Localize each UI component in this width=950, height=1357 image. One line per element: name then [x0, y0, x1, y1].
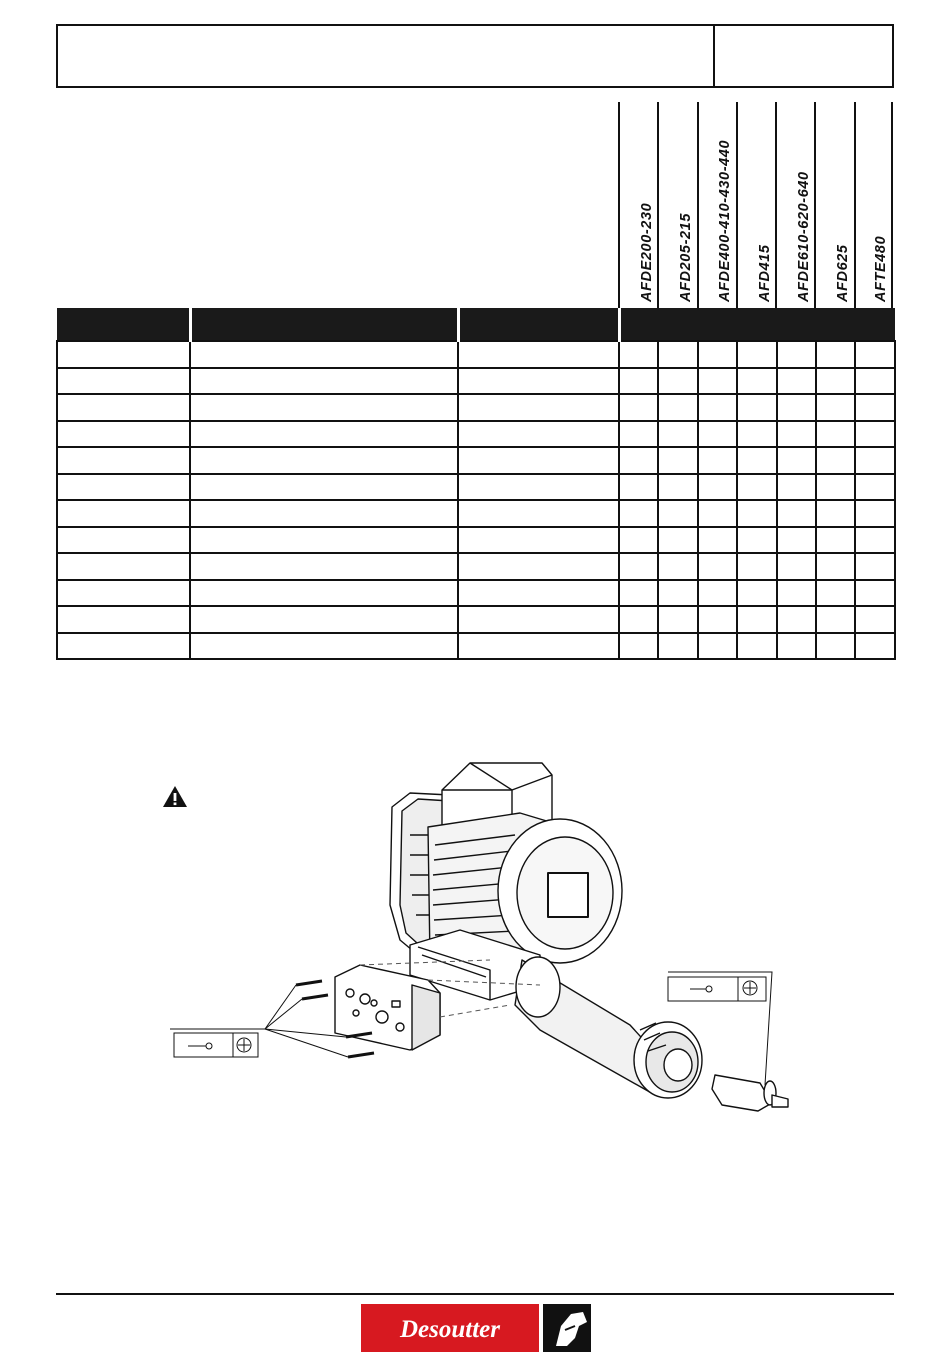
cell-part-number	[458, 527, 619, 554]
cell-description	[190, 474, 458, 501]
model-label: AFD205-215	[677, 212, 694, 302]
cell-model-check	[737, 527, 776, 554]
model-column	[697, 102, 736, 308]
cell-model-check	[777, 553, 816, 580]
cell-model-check	[658, 447, 697, 474]
cell-model-check	[698, 553, 737, 580]
cell-description	[190, 633, 458, 660]
cell-model-check	[816, 368, 855, 395]
horse-head-icon	[543, 1304, 591, 1352]
cell-model-check	[855, 500, 895, 527]
cell-model-check	[658, 500, 697, 527]
cell-model-check	[658, 394, 697, 421]
cell-model-check	[777, 474, 816, 501]
cell-description	[190, 527, 458, 554]
cell-ref	[57, 368, 190, 395]
cell-model-check	[658, 368, 697, 395]
cell-model-check	[658, 580, 697, 607]
model-column-headers	[618, 102, 893, 308]
torque-gauge-icon	[743, 981, 757, 995]
model-label: AFTE480	[873, 235, 890, 302]
cell-ref	[57, 553, 190, 580]
cell-model-check	[737, 474, 776, 501]
cell-description	[190, 394, 458, 421]
page-header	[56, 24, 894, 88]
cell-description	[190, 500, 458, 527]
table-row	[57, 527, 895, 554]
cell-model-check	[698, 633, 737, 660]
torque-callout	[668, 977, 766, 1001]
cell-model-check	[816, 580, 855, 607]
cell-part-number	[458, 500, 619, 527]
cell-model-check	[855, 474, 895, 501]
table-row	[57, 447, 895, 474]
cell-model-check	[777, 580, 816, 607]
cell-model-check	[777, 341, 816, 368]
cell-model-check	[698, 394, 737, 421]
cell-model-check	[619, 341, 658, 368]
exploded-view-illustration	[160, 755, 810, 1125]
cell-part-number	[458, 633, 619, 660]
table-row	[57, 633, 895, 660]
cell-part-number	[458, 341, 619, 368]
desoutter-logo	[361, 1304, 591, 1352]
cell-model-check	[816, 394, 855, 421]
cell-model-check	[698, 580, 737, 607]
column-header-description	[190, 308, 458, 341]
cell-model-check	[816, 421, 855, 448]
model-column	[854, 102, 893, 308]
cell-model-check	[698, 447, 737, 474]
cell-model-check	[737, 553, 776, 580]
cell-model-check	[658, 341, 697, 368]
table-row	[57, 421, 895, 448]
cell-ref	[57, 580, 190, 607]
table-row	[57, 368, 895, 395]
cell-model-check	[816, 500, 855, 527]
cell-model-check	[855, 421, 895, 448]
table-row	[57, 580, 895, 607]
column-header-part-number	[458, 308, 619, 341]
torque-callout	[174, 1033, 258, 1057]
cell-model-check	[619, 474, 658, 501]
cell-description	[190, 606, 458, 633]
cell-model-check	[658, 474, 697, 501]
model-column	[736, 102, 775, 308]
cell-model-check	[737, 421, 776, 448]
cell-model-check	[777, 447, 816, 474]
model-label: AFDE400-410-430-440	[717, 139, 734, 302]
cell-part-number	[458, 394, 619, 421]
table-row	[57, 394, 895, 421]
cell-model-check	[777, 500, 816, 527]
table-row	[57, 474, 895, 501]
cell-part-number	[458, 580, 619, 607]
column-header-models	[619, 308, 895, 341]
cell-model-check	[855, 580, 895, 607]
cell-description	[190, 447, 458, 474]
cell-model-check	[737, 368, 776, 395]
column-header-ref	[57, 308, 190, 341]
cell-model-check	[698, 368, 737, 395]
cell-model-check	[698, 500, 737, 527]
cell-part-number	[458, 474, 619, 501]
table-row	[57, 500, 895, 527]
model-label: AFDE610-620-640	[795, 171, 812, 302]
cell-model-check	[816, 553, 855, 580]
cell-model-check	[737, 580, 776, 607]
model-column	[657, 102, 696, 308]
cell-model-check	[737, 394, 776, 421]
footer-rule	[56, 1293, 894, 1295]
cell-model-check	[816, 527, 855, 554]
cell-model-check	[698, 606, 737, 633]
cell-description	[190, 421, 458, 448]
cell-model-check	[658, 553, 697, 580]
cell-model-check	[658, 527, 697, 554]
cell-ref	[57, 606, 190, 633]
cell-model-check	[816, 341, 855, 368]
cell-model-check	[619, 368, 658, 395]
cell-model-check	[619, 553, 658, 580]
cell-ref	[57, 474, 190, 501]
cell-model-check	[698, 474, 737, 501]
cell-description	[190, 368, 458, 395]
cell-model-check	[855, 553, 895, 580]
cell-model-check	[737, 341, 776, 368]
cell-model-check	[777, 421, 816, 448]
parts-table	[56, 308, 896, 660]
torque-gauge-icon	[237, 1038, 251, 1052]
table-row	[57, 341, 895, 368]
cell-model-check	[619, 447, 658, 474]
cell-model-check	[855, 341, 895, 368]
cell-ref	[57, 421, 190, 448]
cell-model-check	[737, 447, 776, 474]
cell-description	[190, 341, 458, 368]
cell-part-number	[458, 606, 619, 633]
cell-model-check	[777, 633, 816, 660]
cell-model-check	[816, 633, 855, 660]
cell-part-number	[458, 553, 619, 580]
cell-model-check	[816, 447, 855, 474]
cell-model-check	[737, 500, 776, 527]
cell-ref	[57, 447, 190, 474]
model-label: AFDE200-230	[638, 202, 655, 302]
cell-ref	[57, 527, 190, 554]
cell-model-check	[855, 447, 895, 474]
cell-model-check	[658, 606, 697, 633]
cell-description	[190, 553, 458, 580]
cell-model-check	[855, 633, 895, 660]
cell-model-check	[619, 394, 658, 421]
table-row	[57, 553, 895, 580]
cell-model-check	[855, 527, 895, 554]
cell-model-check	[619, 606, 658, 633]
header-divider	[713, 26, 715, 86]
cell-model-check	[777, 394, 816, 421]
cell-model-check	[619, 500, 658, 527]
cell-part-number	[458, 421, 619, 448]
model-column	[814, 102, 853, 308]
cell-model-check	[855, 394, 895, 421]
cell-model-check	[777, 368, 816, 395]
cell-description	[190, 580, 458, 607]
cell-model-check	[816, 606, 855, 633]
model-label: AFD415	[756, 244, 773, 302]
cell-model-check	[737, 606, 776, 633]
cell-model-check	[698, 527, 737, 554]
cell-model-check	[777, 527, 816, 554]
cell-part-number	[458, 447, 619, 474]
cell-model-check	[619, 527, 658, 554]
cell-model-check	[777, 606, 816, 633]
cell-model-check	[855, 368, 895, 395]
cell-model-check	[698, 341, 737, 368]
cell-model-check	[737, 633, 776, 660]
cell-model-check	[816, 474, 855, 501]
cell-ref	[57, 500, 190, 527]
cell-model-check	[619, 421, 658, 448]
model-column	[618, 102, 657, 308]
cell-model-check	[698, 421, 737, 448]
logo-wordmark: Desoutter	[400, 1316, 500, 1343]
table-header-row	[57, 308, 895, 341]
model-column	[775, 102, 814, 308]
warning-triangle-icon	[163, 786, 187, 807]
bit-adapter	[712, 1075, 788, 1111]
cell-ref	[57, 341, 190, 368]
cell-model-check	[619, 580, 658, 607]
cell-model-check	[855, 606, 895, 633]
cell-ref	[57, 633, 190, 660]
cell-ref	[57, 394, 190, 421]
table-row	[57, 606, 895, 633]
model-label: AFD625	[835, 244, 852, 302]
cell-part-number	[458, 368, 619, 395]
cell-model-check	[658, 421, 697, 448]
cell-model-check	[619, 633, 658, 660]
cell-model-check	[658, 633, 697, 660]
